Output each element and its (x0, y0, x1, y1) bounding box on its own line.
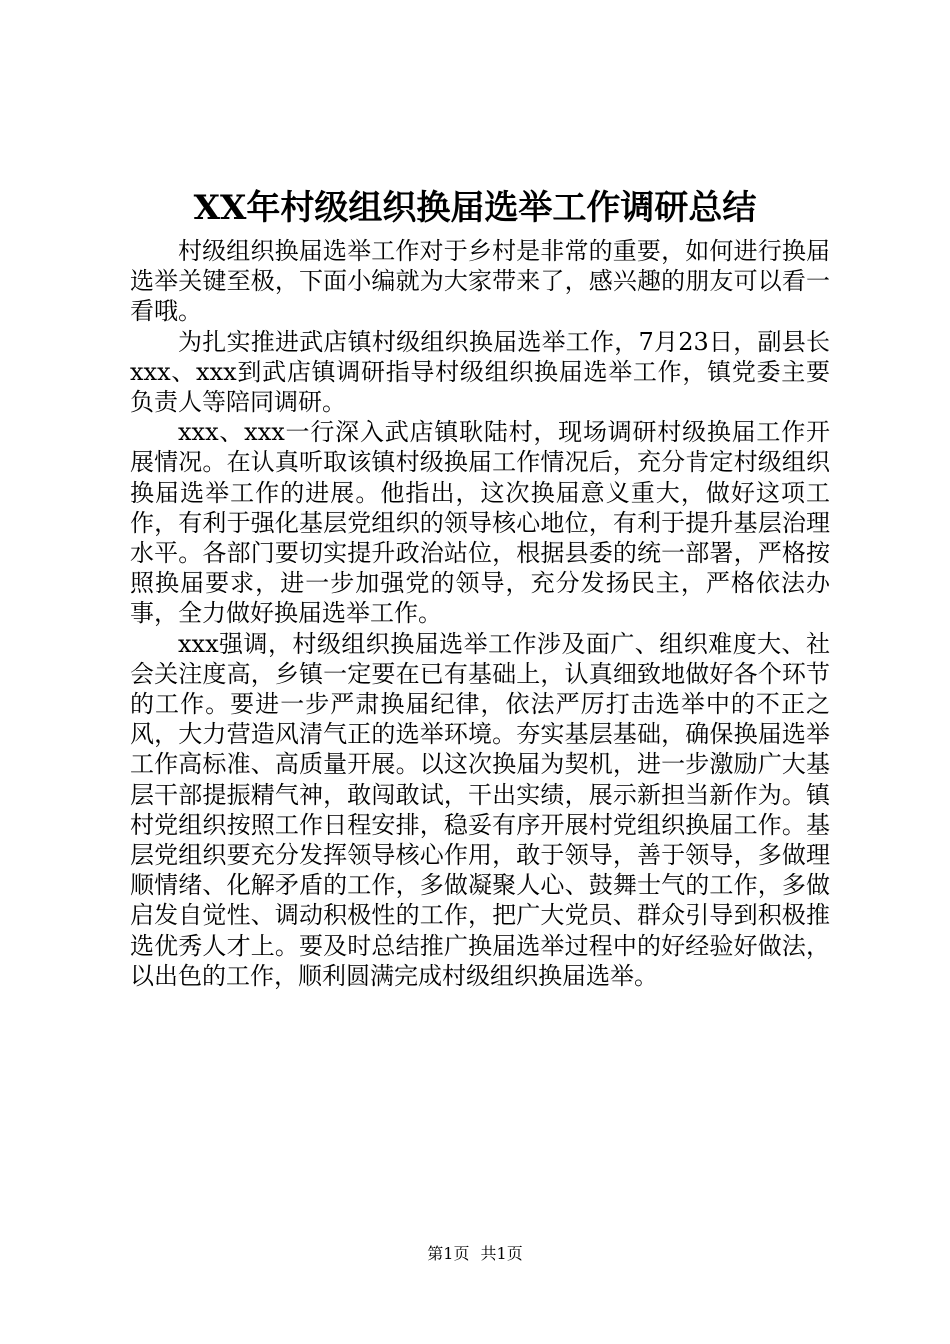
paragraph-visit: xxx、xxx一行深入武店镇耿陆村，现场调研村级换届工作开展情况。在认真听取该镇村级换届工作情况后，充分肯定村级组织换届选举工作的进展。他指出，这次换届意义重大，做好这项工作，有利于强化基层党组织的领导核心地位，有利于提升基层治理水平。各部门要切实提升政治站位，根据县委的统一部署，严格按照换届要求，进一步加强党的领导，充分发扬民主，严格依法办事，全力做好换届选举工作。 (130, 418, 830, 628)
paragraph-emphasis: xxx强调，村级组织换届选举工作涉及面广、组织难度大、社会关注度高，乡镇一定要在已有基础上，认真细致地做好各个环节的工作。要进一步严肃换届纪律，依法严厉打击选举中的不正之风，大力营造风清气正的选举环境。夯实基层基础，确保换届选举工作高标准、高质量开展。以这次换届为契机，进一步激励广大基层干部提振精气神，敢闯敢试，干出实绩，展示新担当新作为。镇村党组织按照工作日程安排，稳妥有序开展村党组织换届工作。基层党组织要充分发挥领导核心作用，敢于领导，善于领导，多做理顺情绪、化解矛盾的工作，多做凝聚人心、鼓舞士气的工作，多做启发自觉性、调动积极性的工作，把广大党员、群众引导到积极推选优秀人才上。要及时总结推广换届选举过程中的好经验好做法，以出色的工作，顺利圆满完成村级组织换届选举。 (130, 629, 830, 990)
page-footer (0, 1244, 950, 1264)
page-total: 共1页 (480, 1244, 523, 1263)
paragraph-background: 为扎实推进武店镇村级组织换届选举工作，7月23日，副县长xxx、xxx到武店镇调研指导村级组织换届选举工作，镇党委主要负责人等陪同调研。 (130, 327, 830, 417)
document-title: XX年村级组织换届选举工作调研总结 (193, 188, 757, 228)
document-body (130, 236, 830, 991)
page-number: 第1页 (427, 1244, 470, 1263)
paragraph-intro: 村级组织换届选举工作对于乡村是非常的重要，如何进行换届选举关键至极，下面小编就为大家带来了，感兴趣的朋友可以看一看哦。 (130, 237, 830, 326)
